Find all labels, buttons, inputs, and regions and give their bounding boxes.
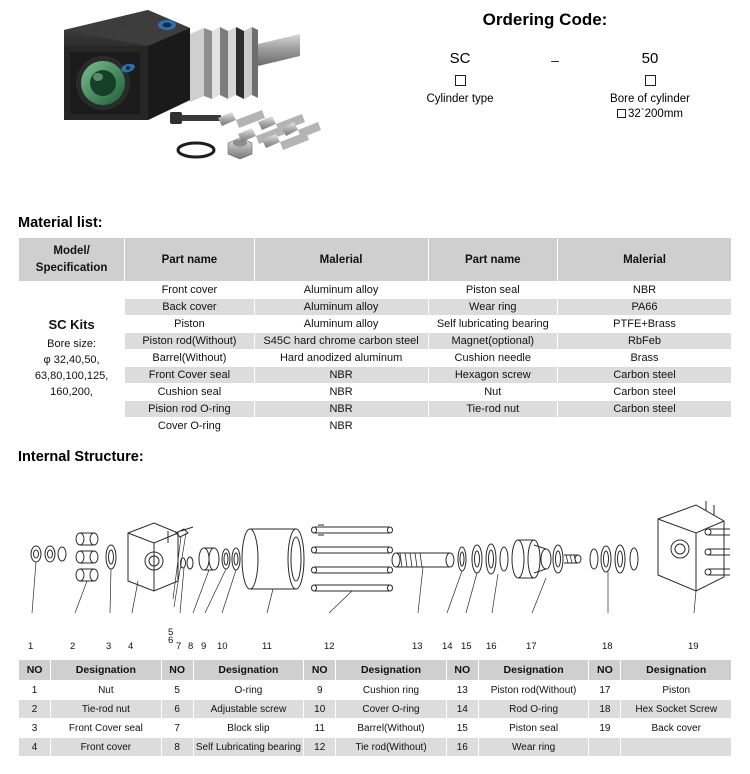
callout-11: 11 <box>262 641 272 653</box>
designation-cell: 14 <box>446 700 478 719</box>
designation-cell: 11 <box>304 719 336 738</box>
designation-cell: Adjustable screw <box>193 700 303 719</box>
material-cell: Nut <box>428 384 557 401</box>
callout-15: 15 <box>461 641 472 653</box>
designation-cell: Front cover <box>51 738 161 757</box>
designation-cell: O-ring <box>193 681 303 700</box>
code-mini-box <box>617 109 626 118</box>
table-row <box>19 418 732 435</box>
callout-14: 14 <box>442 641 453 653</box>
material-cell: Carbon steel <box>558 367 732 384</box>
material-cell: Carbon steel <box>558 401 732 418</box>
ordering-code-row <box>360 50 750 120</box>
material-header-row <box>19 238 732 282</box>
designation-cell: Piston <box>621 681 732 700</box>
designation-cell: Piston seal <box>478 719 588 738</box>
kit-line-2: 63,80,100,125, <box>34 370 109 383</box>
designation-cell: 2 <box>19 700 51 719</box>
callout-19: 19 <box>688 641 699 653</box>
designation-cell: Barrel(Without) <box>336 719 446 738</box>
table-row <box>19 367 732 384</box>
callout-9: 9 <box>201 641 207 653</box>
material-kit-cell <box>19 282 125 435</box>
internal-structure-heading: Internal Structure: <box>18 449 144 466</box>
table-row <box>19 738 732 757</box>
material-cell: Pision rod O-ring <box>125 401 254 418</box>
top-section <box>0 0 750 215</box>
ordering-code-title: Ordering Code: <box>482 10 608 29</box>
callout-10: 10 <box>217 641 228 653</box>
table-row <box>19 719 732 738</box>
designation-cell: 7 <box>161 719 193 738</box>
table-row <box>19 681 732 700</box>
code-label-1: Cylinder type <box>426 93 494 105</box>
material-cell: Hard anodized aluminum <box>254 350 428 367</box>
callout-13: 13 <box>412 641 423 653</box>
designation-header-no-5: NO <box>589 660 621 681</box>
designation-header-no-4: NO <box>446 660 478 681</box>
material-header-material-2: Malerial <box>558 238 732 282</box>
code-sublabel-2 <box>585 108 715 120</box>
material-cell: Aluminum alloy <box>254 282 428 299</box>
code-label-2: Bore of cylinder <box>610 93 690 105</box>
ordering-code-bore <box>585 50 715 120</box>
designation-cell: 8 <box>161 738 193 757</box>
material-cell: Cushion needle <box>428 350 557 367</box>
material-cell: NBR <box>254 367 428 384</box>
material-cell: Piston rod(Without) <box>125 333 254 350</box>
callout-18: 18 <box>602 641 613 653</box>
kit-title: SC Kits <box>48 316 95 332</box>
designation-header-des-4: Designation <box>478 660 588 681</box>
material-cell: Brass <box>558 350 732 367</box>
material-header-model-line1: Model/ <box>53 245 90 257</box>
material-cell: NBR <box>254 418 428 435</box>
material-cell: Hexagon screw <box>428 367 557 384</box>
designation-cell: 10 <box>304 700 336 719</box>
callout-8: 8 <box>188 641 194 653</box>
callout-4: 4 <box>128 641 134 653</box>
code-sublabel-text: 32`200mm <box>628 108 683 120</box>
material-cell: Front Cover seal <box>125 367 254 384</box>
designation-header-des-1: Designation <box>51 660 161 681</box>
designation-cell: Nut <box>51 681 161 700</box>
material-header-material-1: Malerial <box>254 238 428 282</box>
designation-cell: Rod O-ring <box>478 700 588 719</box>
material-cell: Tie-rod nut <box>428 401 557 418</box>
designation-header-no-1: NO <box>19 660 51 681</box>
callout-2: 2 <box>70 641 76 653</box>
material-cell: RbFeb <box>558 333 732 350</box>
material-header-model <box>19 238 125 282</box>
callout-5: 5 <box>168 627 174 639</box>
cylinder-photo-illustration <box>0 0 360 215</box>
material-cell: NBR <box>558 282 732 299</box>
table-row <box>19 299 732 316</box>
designation-cell: Cover O-ring <box>336 700 446 719</box>
exploded-view-illustration <box>18 471 732 641</box>
designation-cell: 18 <box>589 700 621 719</box>
designation-cell: 13 <box>446 681 478 700</box>
internal-structure-diagram <box>18 471 732 641</box>
designation-table <box>18 659 732 757</box>
product-photo <box>0 0 360 215</box>
material-list-table <box>18 237 732 435</box>
code-checkbox-2 <box>645 75 656 86</box>
material-cell <box>558 418 732 435</box>
code-value-2: 50 <box>641 50 659 67</box>
callout-1: 1 <box>28 641 34 653</box>
designation-cell: Wear ring <box>478 738 588 757</box>
table-row <box>19 333 732 350</box>
kit-line-0: Bore size: <box>47 338 97 351</box>
code-checkbox-1 <box>455 75 466 86</box>
designation-header-row <box>19 660 732 681</box>
designation-cell: Tie-rod nut <box>51 700 161 719</box>
material-list-heading: Material list: <box>18 215 103 231</box>
material-header-model-line2: Specification <box>35 261 108 274</box>
designation-cell: 12 <box>304 738 336 757</box>
material-cell: Aluminum alloy <box>254 316 428 333</box>
callout-12: 12 <box>324 641 335 653</box>
ordering-code-cylinder-type <box>395 50 525 105</box>
designation-header-no-3: NO <box>304 660 336 681</box>
material-cell: Barrel(Without) <box>125 350 254 367</box>
ordering-code-block <box>360 0 750 215</box>
designation-cell: 1 <box>19 681 51 700</box>
material-cell: Cover O-ring <box>125 418 254 435</box>
designation-cell <box>589 738 621 757</box>
designation-cell: 16 <box>446 738 478 757</box>
material-cell: NBR <box>254 401 428 418</box>
callout-16: 16 <box>486 641 497 653</box>
material-cell: Aluminum alloy <box>254 299 428 316</box>
callout-6: 6 <box>168 635 174 647</box>
table-row <box>19 401 732 418</box>
diagram-callout-numbers <box>18 627 732 655</box>
designation-cell: 17 <box>589 681 621 700</box>
material-cell: NBR <box>254 384 428 401</box>
designation-cell: 19 <box>589 719 621 738</box>
material-cell: Carbon steel <box>558 384 732 401</box>
table-row <box>19 350 732 367</box>
kit-line-3: 160,200, <box>50 386 93 399</box>
material-cell: PA66 <box>558 299 732 316</box>
designation-header-no-2: NO <box>161 660 193 681</box>
callout-17: 17 <box>526 641 537 653</box>
designation-cell: 6 <box>161 700 193 719</box>
table-row <box>19 282 732 299</box>
material-header-partname-2: Part name <box>428 238 557 282</box>
material-cell: Wear ring <box>428 299 557 316</box>
designation-cell: Block slip <box>193 719 303 738</box>
designation-cell: 3 <box>19 719 51 738</box>
designation-cell: Cushion ring <box>336 681 446 700</box>
designation-header-des-2: Designation <box>193 660 303 681</box>
table-row <box>19 700 732 719</box>
designation-cell: 4 <box>19 738 51 757</box>
material-cell: Back cover <box>125 299 254 316</box>
designation-header-des-3: Designation <box>336 660 446 681</box>
designation-table-body <box>19 681 732 757</box>
material-cell: Self lubricating bearing <box>428 316 557 333</box>
designation-cell: 5 <box>161 681 193 700</box>
material-cell: Piston <box>125 316 254 333</box>
designation-header-des-5: Designation <box>621 660 732 681</box>
designation-cell: Front Cover seal <box>51 719 161 738</box>
designation-cell: Piston rod(Without) <box>478 681 588 700</box>
table-row <box>19 316 732 333</box>
material-cell: S45C hard chrome carbon steel <box>254 333 428 350</box>
material-cell: Front cover <box>125 282 254 299</box>
material-cell <box>428 418 557 435</box>
table-row <box>19 384 732 401</box>
material-cell: Magnet(optional) <box>428 333 557 350</box>
material-cell: Cushion seal <box>125 384 254 401</box>
designation-cell: 15 <box>446 719 478 738</box>
material-cell: Piston seal <box>428 282 557 299</box>
material-table-body <box>19 282 732 435</box>
callout-7: 7 <box>176 641 182 653</box>
material-cell: PTFE+Brass <box>558 316 732 333</box>
designation-cell: Tie rod(Without) <box>336 738 446 757</box>
designation-cell: Self Lubricating bearing <box>193 738 303 757</box>
designation-cell: Hex Socket Screw <box>621 700 732 719</box>
designation-cell: 9 <box>304 681 336 700</box>
code-value-1: SC <box>449 50 471 67</box>
kit-line-1: φ 32,40,50, <box>43 354 100 367</box>
designation-cell <box>621 738 732 757</box>
code-dash: – <box>551 52 559 68</box>
callout-3: 3 <box>106 641 112 653</box>
designation-cell: Back cover <box>621 719 732 738</box>
material-header-partname-1: Part name <box>125 238 254 282</box>
